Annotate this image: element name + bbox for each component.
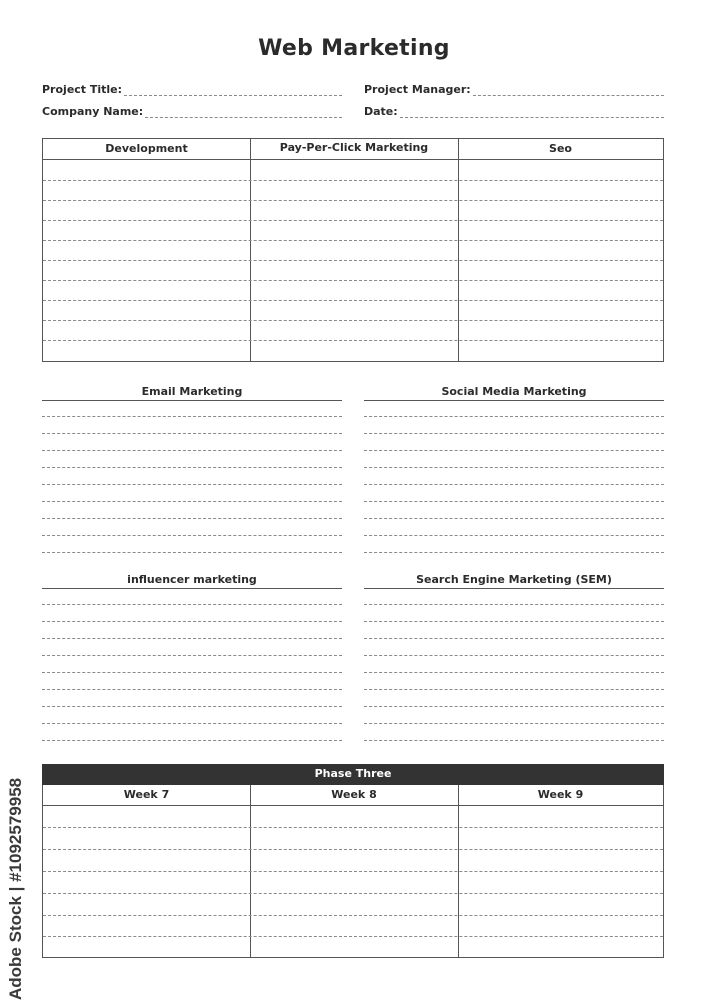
writing-line[interactable] <box>42 672 342 673</box>
date-line[interactable] <box>400 105 664 118</box>
writing-line[interactable] <box>364 535 664 536</box>
social-media-title: Social Media Marketing <box>441 385 587 398</box>
writing-line[interactable] <box>43 340 663 341</box>
phase-header-bar: Phase Three <box>42 764 664 785</box>
writing-line[interactable] <box>364 501 664 502</box>
column-header-development: Development <box>105 142 188 155</box>
email-marketing-section <box>42 384 342 554</box>
writing-line[interactable] <box>43 936 663 937</box>
writing-line[interactable] <box>42 535 342 536</box>
column-divider <box>458 139 459 361</box>
email-marketing-title: Email Marketing <box>141 385 243 398</box>
writing-line[interactable] <box>364 552 664 553</box>
writing-line[interactable] <box>43 300 663 301</box>
sem-title: Search Engine Marketing (SEM) <box>416 573 612 586</box>
section-underline <box>42 588 342 589</box>
week-7-header: Week 7 <box>123 788 170 801</box>
writing-line[interactable] <box>43 893 663 894</box>
page-title: Web Marketing <box>258 36 450 61</box>
writing-line[interactable] <box>42 433 342 434</box>
writing-line[interactable] <box>43 260 663 261</box>
writing-line[interactable] <box>364 484 664 485</box>
writing-line[interactable] <box>43 849 663 850</box>
date-field[interactable] <box>364 100 664 118</box>
sem-section <box>364 572 664 742</box>
header-divider <box>43 805 663 806</box>
project-manager-line[interactable] <box>473 83 664 96</box>
writing-line[interactable] <box>364 672 664 673</box>
column-divider <box>250 139 251 361</box>
writing-line[interactable] <box>364 740 664 741</box>
writing-line[interactable] <box>364 638 664 639</box>
writing-line[interactable] <box>42 621 342 622</box>
writing-line[interactable] <box>364 604 664 605</box>
section-underline <box>364 588 664 589</box>
section-underline <box>42 400 342 401</box>
writing-line[interactable] <box>43 180 663 181</box>
writing-line[interactable] <box>42 518 342 519</box>
header-divider <box>43 159 663 160</box>
column-header-ppc: Pay-Per-Click Marketing <box>279 141 429 154</box>
week-9-header: Week 9 <box>537 788 584 801</box>
writing-line[interactable] <box>364 450 664 451</box>
stock-watermark: Adobe Stock | #1092579958 <box>6 777 25 1000</box>
influencer-marketing-section <box>42 572 342 742</box>
writing-line[interactable] <box>42 740 342 741</box>
writing-line[interactable] <box>42 416 342 417</box>
social-media-section <box>364 384 664 554</box>
writing-line[interactable] <box>43 827 663 828</box>
date-label: Date: <box>364 105 398 118</box>
project-manager-field[interactable] <box>364 78 664 96</box>
writing-line[interactable] <box>364 655 664 656</box>
writing-line[interactable] <box>42 723 342 724</box>
writing-line[interactable] <box>42 638 342 639</box>
writing-line[interactable] <box>364 467 664 468</box>
column-header-seo: Seo <box>549 142 572 155</box>
company-name-line[interactable] <box>145 105 342 118</box>
writing-line[interactable] <box>43 200 663 201</box>
writing-line[interactable] <box>42 689 342 690</box>
project-title-label: Project Title: <box>42 83 123 96</box>
writing-line[interactable] <box>42 552 342 553</box>
section-underline <box>364 400 664 401</box>
writing-line[interactable] <box>364 433 664 434</box>
writing-line[interactable] <box>43 240 663 241</box>
phase-grid <box>42 785 664 958</box>
writing-line[interactable] <box>43 320 663 321</box>
writing-line[interactable] <box>42 484 342 485</box>
writing-line[interactable] <box>364 706 664 707</box>
company-name-label: Company Name: <box>42 105 144 118</box>
project-manager-label: Project Manager: <box>364 83 471 96</box>
writing-line[interactable] <box>42 450 342 451</box>
writing-line[interactable] <box>42 706 342 707</box>
influencer-marketing-title: influencer marketing <box>127 573 257 586</box>
writing-line[interactable] <box>364 689 664 690</box>
writing-line[interactable] <box>42 655 342 656</box>
project-title-line[interactable] <box>124 83 342 96</box>
writing-line[interactable] <box>364 723 664 724</box>
writing-line[interactable] <box>43 220 663 221</box>
week-8-header: Week 8 <box>331 788 377 801</box>
writing-line[interactable] <box>43 915 663 916</box>
writing-line[interactable] <box>364 416 664 417</box>
writing-line[interactable] <box>43 280 663 281</box>
writing-line[interactable] <box>42 501 342 502</box>
top-grid <box>42 138 664 362</box>
project-title-field[interactable] <box>42 78 342 96</box>
writing-line[interactable] <box>364 518 664 519</box>
writing-line[interactable] <box>42 467 342 468</box>
writing-line[interactable] <box>43 871 663 872</box>
company-name-field[interactable] <box>42 100 342 118</box>
writing-line[interactable] <box>42 604 342 605</box>
writing-line[interactable] <box>364 621 664 622</box>
